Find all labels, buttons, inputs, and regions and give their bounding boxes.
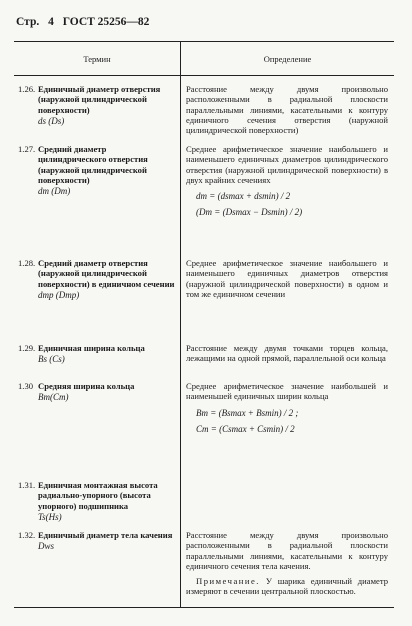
row-term [38,258,176,300]
page-number: 4 [48,16,54,28]
column-header-term: Термин [14,42,180,76]
row-number: 1.27. [18,144,36,154]
column-divider [180,42,181,607]
term-text: Единичный диаметр отверстия (наружной цилиндрической поверхности) [38,84,161,115]
row-number: 1.30 [18,381,34,391]
row-definition [186,530,388,597]
row-definition: Среднее арифметическое значение наибольшего и наименьшего единичных диаметров отверстия (наружной цилиндрической поверхности) в одном и том же единичном сечении [186,258,388,299]
term-text: Единичная ширина кольца [38,343,145,353]
definition-text: Расстояние между двумя произвольно расположенными в радиальной плоскости параллельными линиями, касательными к контуру единичного сечения тела качения. [186,530,388,571]
row-term [38,84,176,126]
term-text: Единичная монтажная высота радиально-упорного (высота упорного) подшипника [38,480,158,511]
formula: Bm = (Bsmax + Bsmin) / 2 ; [196,407,299,418]
row-term [38,480,176,522]
formula: Cm = (Csmax + Csmin) / 2 [196,423,295,434]
row-definition [186,144,388,218]
definition-text: Среднее арифметическое значение наибольшего и наименьшего единичных диаметров цилиндрического отверстия (наружной цилиндрической поверхности) в двух крайних сечениях [186,144,388,185]
row-number: 1.28. [18,258,36,268]
note-label: Примечание. [196,576,260,587]
row-definition [186,381,388,434]
column-header-definition: Определение [181,42,394,76]
term-symbol: Ts(Hs) [38,511,62,522]
row-definition: Расстояние между двумя произвольно расположенными в радиальной плоскости параллельными линиями, касательными к контуру единичного сечения отверстия (наружной цилиндрической поверхности) [186,84,388,136]
term-symbol: ds (Ds) [38,115,65,126]
definition-text: Среднее арифметическое значение наибольшей и наименьшей единичных ширин кольца [186,381,388,402]
formula: dm = (dsmax + dsmin) / 2 [196,191,291,202]
page-label: Стр. [16,16,40,28]
row-number: 1.32. [18,530,36,540]
term-symbol: Bs (Cs) [38,354,65,365]
term-text: Единичный диаметр тела качения [38,530,173,540]
term-symbol: dm (Dm) [38,186,71,197]
term-text: Средний диаметр отверстия (наружной цилиндрической поверхности) в единичном сечении [38,258,175,289]
row-number: 1.29. [18,343,36,353]
row-definition: Расстояние между двумя точками торцев кольца, лежащими на одной прямой, параллельной оси кольца [186,343,388,364]
note [186,576,388,597]
row-term [38,381,176,403]
row-number: 1.31. [18,480,36,490]
standard-code: ГОСТ 25256—82 [62,16,150,28]
term-text: Средний диаметр цилиндрического отверстия (наружной цилиндрической поверхности) [38,144,148,185]
row-term [38,530,176,552]
note-text: У шарика единичный диаметр измеряют в сечении центральной плоскостью. [186,576,388,597]
row-number: 1.26. [18,84,36,94]
term-symbol: Dws [38,541,55,552]
formula: (Dm = (Dsmax − Dsmin) / 2) [196,207,303,218]
term-text: Средняя ширина кольца [38,381,135,391]
terms-table [14,41,394,608]
page-header [16,16,155,28]
term-symbol: dmp (Dmp) [38,289,80,300]
row-term [38,343,176,365]
row-term [38,144,176,196]
term-symbol: Bm(Cm) [38,392,69,403]
